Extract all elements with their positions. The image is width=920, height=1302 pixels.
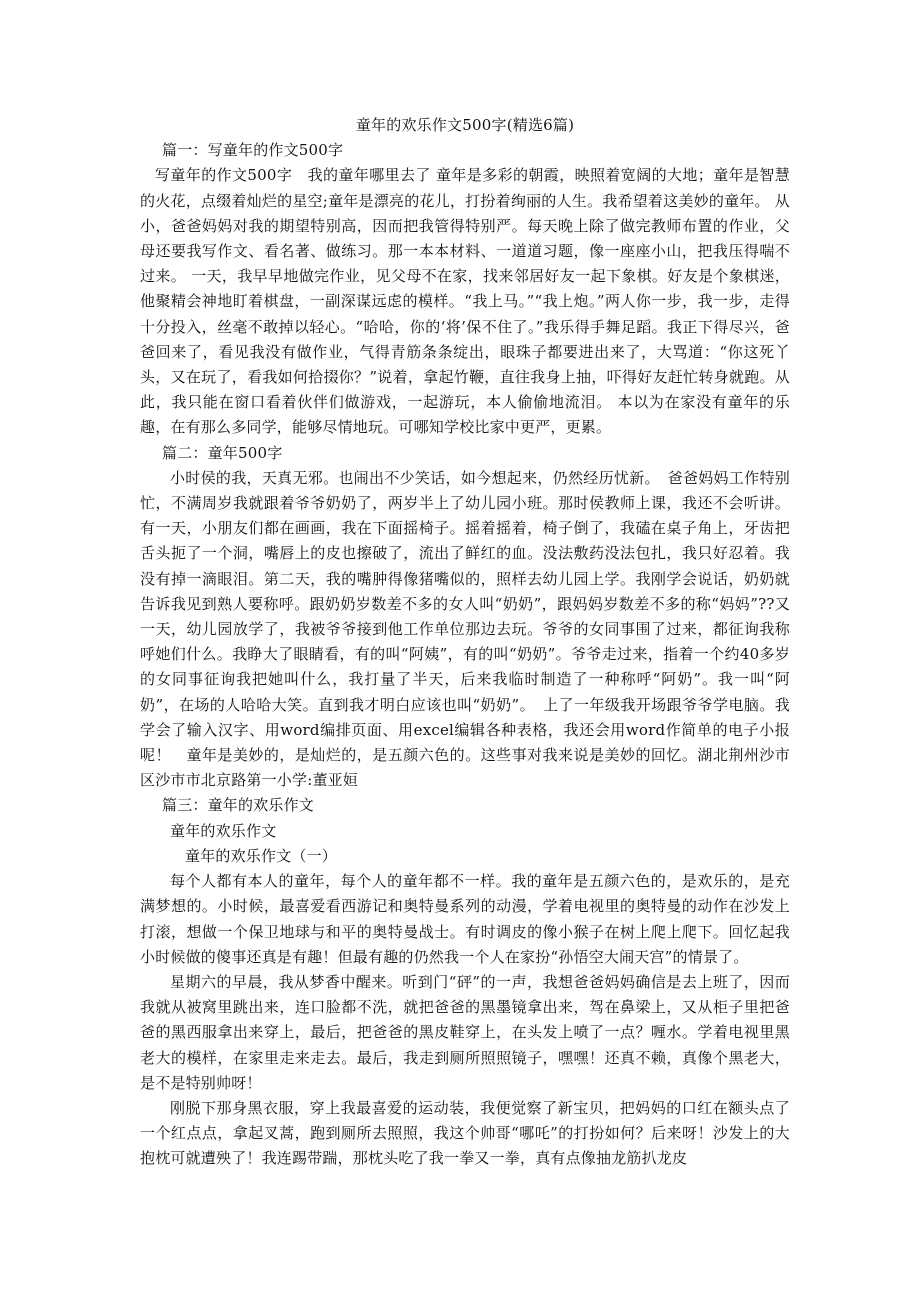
- document-title: 童年的欢乐作文500字(精选6篇): [355, 116, 575, 134]
- section-2: [140, 441, 790, 794]
- section-3-subsubheading: 童年的欢乐作文（一）: [185, 846, 338, 865]
- section-3-paragraph-3: 刚脱下那身黑衣服，穿上我最喜爱的运动装，我便觉察了新宝贝，把妈妈的口红在额头点了一个红点点，拿起叉蒿，跑到厕所去照照，我这个帅哥“哪吒”的打扮如何？后来呀！沙发上的大抱枕可就遭殃了！我连踢带踹，那枕头吃了我一拳又一拳，真有点像抽龙筋扒龙皮: [140, 1098, 790, 1168]
- section-3-paragraph-2: 星期六的早晨，我从梦香中醒来。听到门“砰”的一声，我想爸爸妈妈确信是去上班了，因而我就从被窝里跳出来，连口脸都不洗，就把爸爸的黑墨镜拿出来，驾在鼻梁上，又从柜子里把爸爸的黑西服拿出来穿上，最后，把爸爸的黑皮鞋穿上，在头发上喷了一点？喱水。学着电视里黑老大的模样，在家里走来走去。最后，我走到厕所照照镜子，嘿嘿！还真不赖，真像个黑老大，是不是特别帅呀！: [140, 972, 790, 1092]
- section-1-paragraph-1: 写童年的作文500字 我的童年哪里去了 童年是多彩的朝霞，映照着宽阔的大地；童年是智慧的火花，点缀着灿烂的星空;童年是漂亮的花儿，打扮着绚丽的人生。我希望着这美妙的童年。 从小，爸爸妈妈对我的期望特别高，因而把我管得特别严。每天晚上除了做完教师布置的作业，父母还要我写作文、看名著、做练习。那一本本材料、一道道习题，像一座座小山，把我压得喘不过来。 一天，我早早地做完作业，见父母不在家，找来邻居好友一起下象棋。好友是个象棋迷，他聚精会神地盯着棋盘，一副深谋远虑的模样。“我上马。”“我上炮。”两人你一步，我一步，走得十分投入，丝毫不敢掉以轻心。“哈哈，你的‘将’保不住了。”我乐得手舞足蹈。我正下得尽兴，爸爸回来了，看见我没有做作业，气得青筋条条绽出，眼珠子都要进出来了，大骂道：“你这死丫头，又在玩了，看我如何拾掇你？”说着，拿起竹鞭，直往我身上抽，吓得好友赶忙转身就跑。从此，我只能在窗口看着伙伴们做游戏，一起游玩，本人偷偷地流泪。 本以为在家没有童年的乐趣，在有那么多同学，能够尽情地玩。可哪知学校比家中更严，更累。: [140, 166, 790, 437]
- section-2-heading: 篇二：童年500字: [162, 443, 283, 462]
- section-2-paragraph-1: 小时侯的我，天真无邪。也闹出不少笑话，如今想起来，仍然经历忧新。 爸爸妈妈工作特别忙，不满周岁我就跟着爷爷奶奶了，两岁半上了幼儿园小班。那时侯教师上课，我还不会听讲。有一天，小朋友们都在画画，我在下面摇椅子。摇着摇着，椅子倒了，我磕在桌子角上，牙齿把舌头扼了一个洞，嘴唇上的皮也擦破了，流出了鲜红的血。没法敷药没法包扎，我只好忍着。我没有掉一滴眼泪。第二天，我的嘴肿得像猪嘴似的，照样去幼儿园上学。我刚学会说话，奶奶就告诉我见到熟人要称呼。跟奶奶岁数差不多的女人叫“奶奶”，跟妈妈岁数差不多的称“妈妈”??又一天，幼儿园放学了，我被爷爷接到他工作单位那边去玩。爷爷的女同事围了过来，都征询我称呼她们什么。我睁大了眼睛看，有的叫“阿姨”，有的叫“奶奶”。爷爷走过来，指着一个约40多岁的女同事征询我把她叫什么，我打量了半天，后来我临时制造了一种称呼“阿奶”。我一叫“阿奶”，在场的人哈哈大笑。直到我才明白应该也叫“奶奶”。 上了一年级我开场跟爷爷学电脑。我学会了输入汉字、用word编排页面、用excel编辑各种表格，我还会用word作简单的电子小报呢！ 童年是美妙的，是灿烂的，是五颜六色的。这些事对我来说是美妙的回忆。湖北荆州沙市区沙市市北京路第一小学:董亚姮: [140, 468, 790, 790]
- section-3-heading: 篇三：童年的欢乐作文: [162, 796, 315, 815]
- section-1-heading: 篇一：写童年的作文500字: [162, 141, 344, 160]
- document-body: [140, 113, 790, 1172]
- section-3-subheading: 童年的欢乐作文: [170, 821, 277, 840]
- section-1: [140, 138, 790, 440]
- section-3-paragraph-1: 每个人都有本人的童年，每个人的童年都不一样。我的童年是五颜六色的，是欢乐的，是充满梦想的。小时候，最喜爱看西游记和奥特曼系列的动漫，学着电视里的奥特曼的动作在沙发上打滚，想做一个保卫地球与和平的奥特曼战士。有时调皮的像小猴子在树上爬上爬下。回忆起我小时候做的傻事还真是有趣！但最有趣的仍然我一个人在家扮“孙悟空大闹天宫”的情景了。: [140, 872, 790, 966]
- section-3: [140, 793, 790, 1171]
